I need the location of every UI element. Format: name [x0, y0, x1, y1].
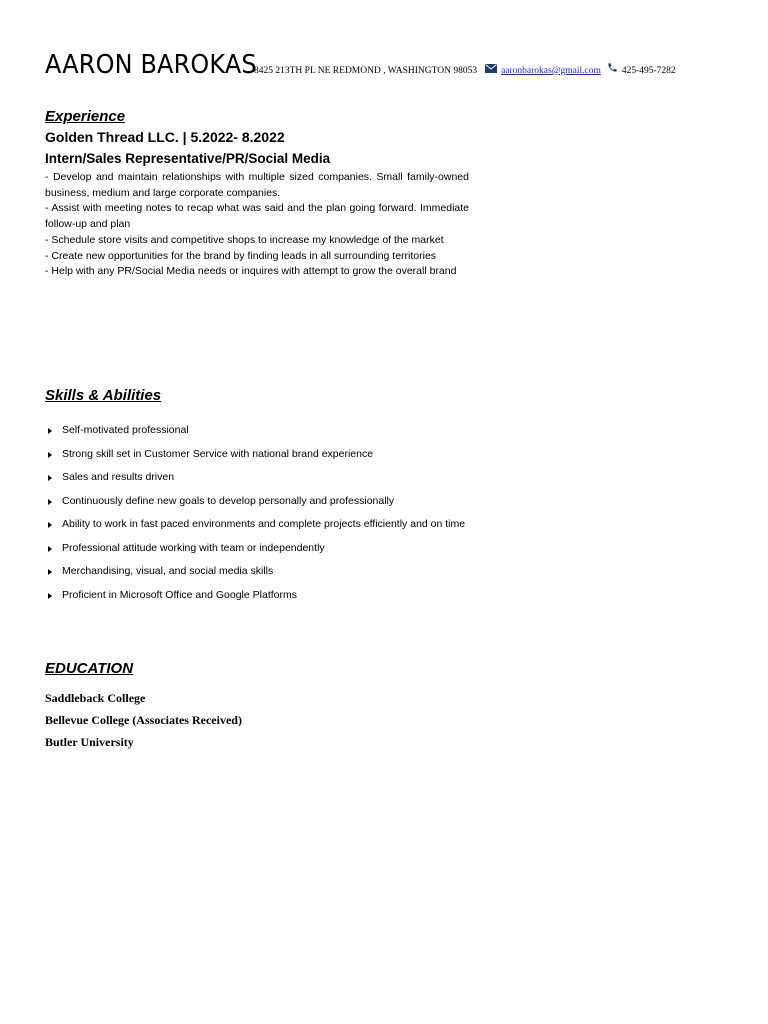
skill-text: Self-motivated professional — [62, 424, 189, 436]
duty-item: - Create new opportunities for the brand by finding leads in all surrounding territories — [45, 249, 437, 262]
bullet-arrow-icon — [48, 593, 52, 599]
bullet-arrow-icon — [48, 428, 52, 434]
school-name: Bellevue College (Associates Received) — [45, 713, 242, 727]
duty-item: - Develop and maintain relationships with multiple sized companies. Small family-owned business, medium and large corporate companies. — [45, 171, 469, 199]
skill-item — [45, 494, 469, 510]
bullet-arrow-icon — [48, 452, 52, 458]
education-heading: EDUCATION — [45, 660, 134, 677]
duty-item: - Schedule store visits and competitive shops to increase my knowledge of the market — [45, 233, 444, 246]
skill-text: Sales and results driven — [62, 471, 175, 483]
skills-heading: Skills & Abilities — [45, 387, 162, 404]
skill-item — [45, 588, 469, 604]
email-link[interactable]: aaronbarokas@gmail.com — [501, 66, 601, 76]
skill-text: Ability to work in fast paced environments and complete projects efficiently and on time — [62, 518, 466, 530]
skill-item — [45, 470, 469, 486]
skill-text: Continuously define new goals to develop personally and professionally — [62, 494, 395, 507]
contact-info — [254, 62, 676, 76]
bullet-arrow-icon — [48, 546, 52, 552]
bullet-arrow-icon — [48, 475, 52, 481]
skill-text: Strong skill set in Customer Service with national brand experience — [62, 447, 374, 460]
school-name: Saddleback College — [45, 691, 146, 705]
skill-item — [45, 517, 469, 533]
resume-header — [45, 50, 676, 80]
skill-text: Proficient in Microsoft Office and Google Platforms — [62, 588, 297, 601]
skill-item — [45, 541, 469, 557]
phone-number: 425-495-7282 — [621, 66, 676, 76]
envelope-icon — [485, 64, 497, 76]
education-list — [45, 687, 242, 753]
school-name: Butler University — [45, 735, 134, 749]
duty-item: - Assist with meeting notes to recap what was said and the plan going forward. Immediate follow-up and plan — [45, 202, 469, 231]
skill-item — [45, 564, 469, 580]
phone-icon — [607, 62, 618, 76]
bullet-arrow-icon — [48, 522, 52, 528]
skill-text: Merchandising, visual, and social media skills — [62, 565, 274, 577]
skills-list — [45, 423, 469, 611]
skill-item — [45, 447, 469, 463]
experience-duties — [45, 170, 469, 280]
skill-item — [45, 423, 469, 439]
bullet-arrow-icon — [48, 499, 52, 505]
experience-heading: Experience — [45, 108, 126, 125]
applicant-name: AARON BAROKAS — [45, 50, 257, 80]
duty-item: - Help with any PR/Social Media needs or inquires with attempt to grow the overall brand — [45, 265, 457, 278]
bullet-arrow-icon — [48, 569, 52, 575]
skill-text: Professional attitude working with team or independently — [62, 541, 325, 554]
address: 8425 213TH PL NE REDMOND , WASHINGTON 98053 — [254, 66, 478, 76]
job-role: Intern/Sales Representative/PR/Social Media — [45, 151, 331, 166]
job-title: Golden Thread LLC. | 5.2022- 8.2022 — [45, 129, 285, 145]
